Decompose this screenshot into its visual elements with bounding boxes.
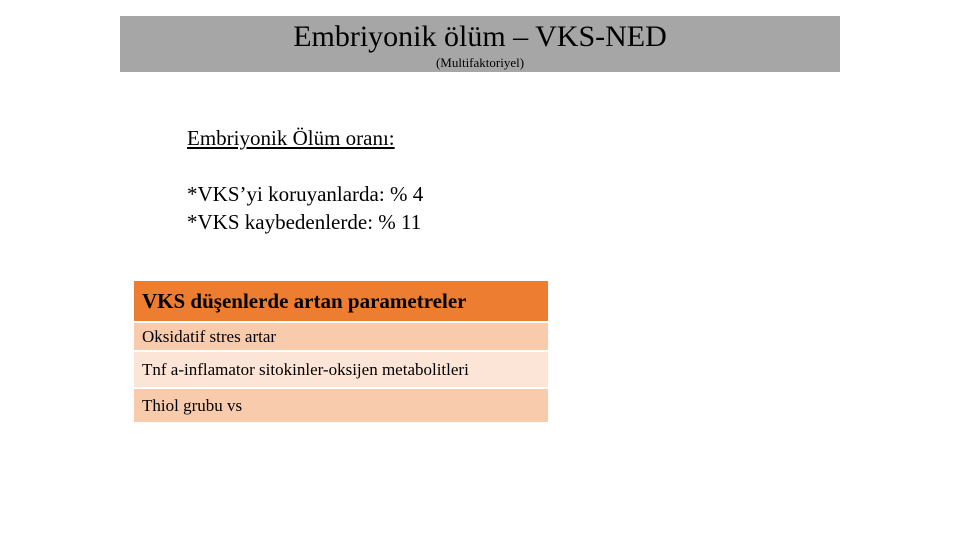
title-bar	[120, 16, 840, 72]
table-cell: Thiol grubu vs	[134, 388, 548, 423]
table-cell: Tnf a-inflamator sitokinler-oksijen metabolitleri	[134, 351, 548, 388]
table-row	[134, 322, 548, 351]
slide-subtitle: (Multifaktoriyel)	[435, 55, 525, 70]
body-text	[187, 124, 747, 236]
stat-line-lost: *VKS kaybedenlerde: % 11	[187, 210, 422, 234]
section-heading: Embriyonik Ölüm oranı:	[187, 126, 395, 150]
parameters-table	[134, 281, 548, 424]
stat-line-preserved: *VKS’yi koruyanlarda: % 4	[187, 182, 424, 206]
table-cell: Oksidatif stres artar	[134, 322, 548, 351]
table-row	[134, 388, 548, 423]
slide-title: Embriyonik ölüm – VKS-NED	[293, 20, 667, 53]
table-row	[134, 351, 548, 388]
table-header-cell: VKS düşenlerde artan parametreler	[134, 281, 548, 322]
table-header-row	[134, 281, 548, 322]
